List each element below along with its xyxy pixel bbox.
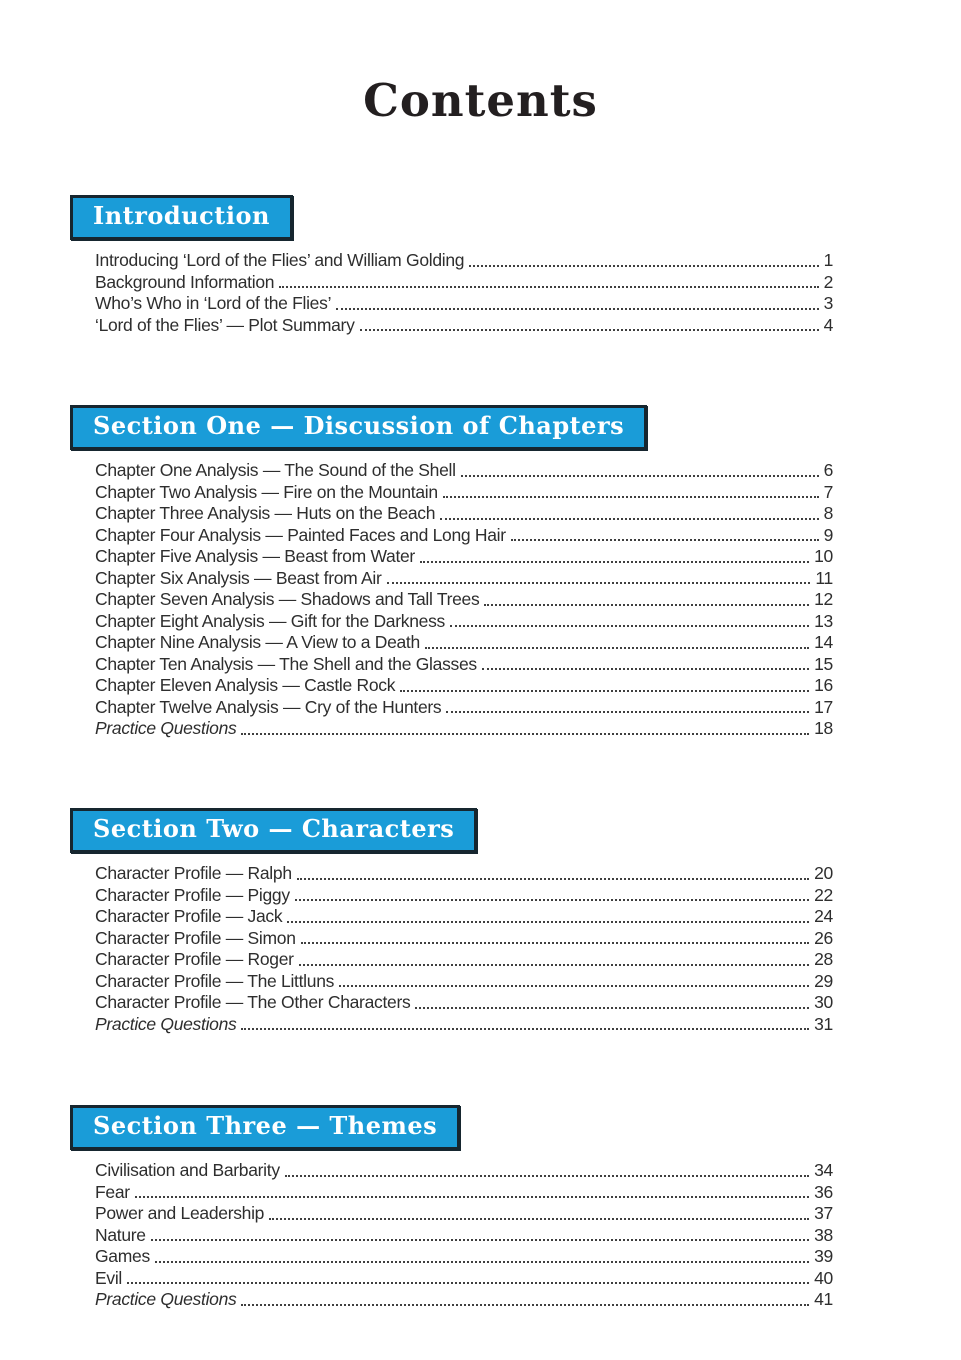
toc-entry-list <box>95 460 833 740</box>
toc-entry-label: Character Profile — Piggy <box>95 884 290 905</box>
toc-entry-label: Practice Questions <box>95 1013 237 1034</box>
leader-dots <box>387 582 811 584</box>
toc-entry <box>95 992 833 1014</box>
leader-dots <box>450 625 809 627</box>
toc-section <box>70 808 833 1035</box>
leader-dots <box>155 1261 809 1263</box>
section-heading <box>70 195 293 240</box>
toc-entry <box>95 1289 833 1311</box>
leader-dots <box>301 942 809 944</box>
toc-entry-page-number: 6 <box>823 460 833 480</box>
toc-entry-label: Chapter Eight Analysis — Gift for the Darkness <box>95 610 445 631</box>
leader-dots <box>511 539 819 541</box>
toc-entry <box>95 272 833 294</box>
leader-dots <box>279 286 818 288</box>
toc-entry <box>95 589 833 611</box>
toc-entry <box>95 503 833 525</box>
leader-dots <box>443 496 819 498</box>
toc-entry <box>95 482 833 504</box>
toc-entry <box>95 460 833 482</box>
toc-entry-page-number: 4 <box>823 314 833 335</box>
toc-entry <box>95 546 833 568</box>
toc-entry-label: Chapter Twelve Analysis — Cry of the Hunters <box>95 696 442 717</box>
leader-dots <box>339 985 809 987</box>
toc-entry <box>95 1182 833 1204</box>
toc-entry-page-number: 28 <box>814 949 833 969</box>
toc-entry-label: Nature <box>95 1224 146 1245</box>
toc-entry-page-number: 16 <box>814 675 833 695</box>
toc-entry-label: Chapter Ten Analysis — The Shell and the Glasses <box>95 653 477 674</box>
leader-dots <box>269 1218 809 1220</box>
toc-entry-page-number: 20 <box>814 863 833 883</box>
toc-entry <box>95 971 833 993</box>
leader-dots <box>446 711 809 713</box>
section-heading <box>70 1105 460 1150</box>
leader-dots <box>297 878 809 880</box>
toc-entry-label: Chapter Nine Analysis — A View to a Death <box>95 632 420 652</box>
leader-dots <box>241 1304 809 1306</box>
toc-entry-page-number: 13 <box>814 610 833 631</box>
toc-entry-label: Practice Questions <box>95 1289 237 1309</box>
toc-entry <box>95 1268 833 1290</box>
toc-entry-page-number: 3 <box>823 293 833 313</box>
toc-entry <box>95 1160 833 1182</box>
toc-entry-label: Fear <box>95 1181 130 1202</box>
toc-entry <box>95 250 833 272</box>
section-heading <box>70 808 477 853</box>
toc-entry-page-number: 26 <box>814 927 833 948</box>
toc-section <box>70 1105 833 1311</box>
toc-entry-list <box>95 250 833 336</box>
toc-entry-page-number: 2 <box>823 271 833 292</box>
toc-entry-page-number: 7 <box>823 481 833 502</box>
toc-entry <box>95 949 833 971</box>
toc-entry <box>95 611 833 633</box>
toc-entry <box>95 1225 833 1247</box>
toc-entry <box>95 1246 833 1268</box>
toc-entry-label: Chapter Six Analysis — Beast from Air <box>95 567 382 588</box>
toc-entry-label: Chapter One Analysis — The Sound of the Shell <box>95 460 456 480</box>
toc-entry-page-number: 36 <box>814 1181 833 1202</box>
leader-dots <box>469 265 818 267</box>
leader-dots <box>482 668 809 670</box>
toc-entry <box>95 315 833 337</box>
toc-entry-list <box>95 1160 833 1311</box>
leader-dots <box>360 329 819 331</box>
toc-entry-list <box>95 863 833 1035</box>
leader-dots <box>241 733 809 735</box>
toc-entry <box>95 1014 833 1036</box>
toc-entry <box>95 568 833 590</box>
toc-entry-label: Background Information <box>95 271 275 292</box>
toc-entry-page-number: 8 <box>823 503 833 523</box>
toc-entry-label: Power and Leadership <box>95 1203 265 1223</box>
toc-entry-label: Chapter Three Analysis — Huts on the Beach <box>95 503 436 523</box>
toc-entry-label: Who’s Who in ‘Lord of the Flies’ <box>95 293 332 313</box>
toc-entry <box>95 1203 833 1225</box>
toc-entry-page-number: 39 <box>814 1246 833 1266</box>
leader-dots <box>336 308 818 310</box>
toc-entry-page-number: 24 <box>814 906 833 926</box>
toc-entry-label: ‘Lord of the Flies’ — Plot Summary <box>95 314 355 335</box>
toc-entry-page-number: 37 <box>814 1203 833 1223</box>
toc-entry-label: Character Profile — The Other Characters <box>95 992 411 1012</box>
toc-entry-label: Character Profile — Ralph <box>95 863 292 883</box>
toc-entry <box>95 632 833 654</box>
toc-entry-label: Games <box>95 1246 150 1266</box>
toc-entry <box>95 293 833 315</box>
leader-dots <box>135 1196 809 1198</box>
leader-dots <box>295 899 809 901</box>
toc-entry-label: Evil <box>95 1267 122 1288</box>
toc-entry-page-number: 14 <box>814 632 833 652</box>
leader-dots <box>415 1007 809 1009</box>
toc-entry-page-number: 9 <box>823 524 833 545</box>
leader-dots <box>461 475 819 477</box>
toc-entry <box>95 906 833 928</box>
toc-entry <box>95 675 833 697</box>
toc-entry-label: Character Profile — Simon <box>95 927 296 948</box>
section-heading-label: Section Three — Themes <box>93 1111 438 1140</box>
toc-entry-label: Chapter Four Analysis — Painted Faces and Long Hair <box>95 524 506 545</box>
toc-entry-label: Chapter Five Analysis — Beast from Water <box>95 546 415 566</box>
toc-entry-page-number: 11 <box>815 567 833 588</box>
toc-entry <box>95 928 833 950</box>
toc-entry-page-number: 10 <box>814 546 833 566</box>
leader-dots <box>287 921 809 923</box>
section-heading-label: Section Two — Characters <box>93 814 455 843</box>
toc-entry-label: Practice Questions <box>95 718 237 738</box>
toc-entry-page-number: 31 <box>814 1013 833 1034</box>
toc-entry-page-number: 40 <box>814 1267 833 1288</box>
toc-entry-page-number: 41 <box>814 1289 833 1309</box>
toc-entry-label: Character Profile — Jack <box>95 906 283 926</box>
page-title: Contents <box>363 74 598 127</box>
leader-dots <box>241 1028 809 1030</box>
toc-entry <box>95 654 833 676</box>
toc-entry-page-number: 15 <box>814 653 833 674</box>
toc-section <box>70 195 833 336</box>
leader-dots <box>425 647 809 649</box>
toc-entry-page-number: 17 <box>814 696 833 717</box>
toc-entry-page-number: 34 <box>814 1160 833 1180</box>
leader-dots <box>400 690 809 692</box>
toc-entry <box>95 525 833 547</box>
toc-section <box>70 405 833 740</box>
leader-dots <box>127 1282 809 1284</box>
leader-dots <box>285 1175 809 1177</box>
toc-entry-page-number: 29 <box>814 970 833 991</box>
toc-entry-page-number: 22 <box>814 884 833 905</box>
toc-entry-label: Chapter Seven Analysis — Shadows and Tall Trees <box>95 589 480 609</box>
toc-entry-label: Chapter Two Analysis — Fire on the Mountain <box>95 481 438 502</box>
toc-entry-label: Character Profile — The Littluns <box>95 970 335 991</box>
leader-dots <box>299 964 809 966</box>
toc-entry-label: Introducing ‘Lord of the Flies’ and William Golding <box>95 250 465 270</box>
leader-dots <box>420 561 809 563</box>
toc-entry <box>95 863 833 885</box>
section-heading-label: Section One — Discussion of Chapters <box>93 411 625 440</box>
toc-entry <box>95 885 833 907</box>
toc-entry <box>95 697 833 719</box>
leader-dots <box>440 518 818 520</box>
leader-dots <box>484 604 809 606</box>
toc-entry-page-number: 18 <box>814 718 833 738</box>
toc-entry-label: Chapter Eleven Analysis — Castle Rock <box>95 675 396 695</box>
toc-entry <box>95 718 833 740</box>
toc-entry-page-number: 30 <box>814 992 833 1012</box>
toc-entry-label: Civilisation and Barbarity <box>95 1160 280 1180</box>
section-heading <box>70 405 647 450</box>
toc-entry-label: Character Profile — Roger <box>95 949 294 969</box>
toc-entry-page-number: 38 <box>814 1224 833 1245</box>
leader-dots <box>151 1239 809 1241</box>
toc-entry-page-number: 1 <box>823 250 833 270</box>
toc-entry-page-number: 12 <box>814 589 833 609</box>
section-heading-label: Introduction <box>93 201 270 230</box>
